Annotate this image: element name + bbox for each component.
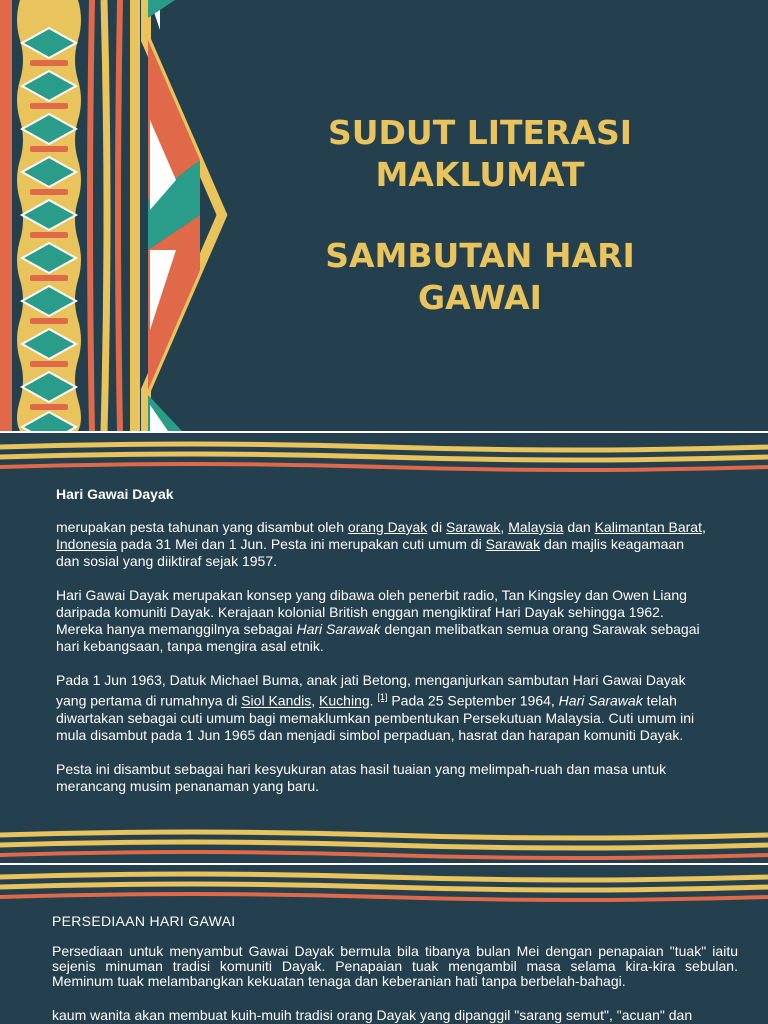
- content-slide-2: [0, 865, 768, 1024]
- text: di: [427, 519, 446, 535]
- paragraph-3: [56, 672, 706, 744]
- text: dengan melibatkan semua orang Sarawak sebagai hari kebangsaan, tanpa mengira asal etnik.: [56, 621, 700, 654]
- title-line-2: MAKLUMAT: [375, 155, 585, 194]
- text: .: [369, 692, 378, 709]
- link-sarawak-2[interactable]: Sarawak: [485, 536, 541, 552]
- top-wavy-stripes-2: [0, 869, 768, 909]
- text: ,: [702, 519, 706, 535]
- italic-text: Hari Sarawak: [296, 621, 381, 637]
- section2-paragraph-1: Persediaan untuk menyambut Gawai Dayak bermula bila tibanya bulan Mei dengan penapaian "tuak" iaitu sejenis minuman tradisi komuniti Dayak. Penapaian tuak mengambil masa selama kira-kira sebulan. Meminum tuak melambangkan kekuatan tenaga dan keberanian hati tanpa berbelah-bahagi.: [52, 943, 738, 989]
- text: ,: [311, 692, 320, 709]
- paragraph-2: [56, 587, 706, 655]
- title-slide: [0, 0, 768, 431]
- title-line-3: SAMBUTAN HARI: [325, 236, 635, 275]
- text: telah diwartakan sebagai cuti umum bagi memaklumkan pembentukan Persekutuan Malaysia. Cuti umum ini mula disambut pada 1 Jun 1965 dan menjadi simbol perpaduan, hasrat dan harapan komuniti Dayak.: [56, 692, 695, 743]
- link-siol-kandis[interactable]: Siol Kandis: [241, 692, 312, 709]
- link-kuching[interactable]: Kuching: [319, 692, 370, 709]
- section-body: [56, 519, 706, 812]
- slide-title-line-1-2: [300, 112, 660, 196]
- title-line-1: SUDUT LITERASI: [327, 113, 633, 152]
- slide-title-line-3-4: [300, 235, 660, 319]
- link-sarawak[interactable]: Sarawak: [445, 519, 501, 535]
- text: Hari Gawai Dayak merupakan konsep yang dibawa oleh penerbit radio, Tan Kingsley dan Owen Liang daripada komuniti Dayak. Kerajaan kolonial British enggan mengiktiraf Hari Dayak sehingga 1962. Mereka hanya memanggilnya sebagai: [56, 587, 687, 637]
- text: pada 31 Mei dan 1 Jun. Pesta ini merupakan cuti umum di: [116, 536, 486, 552]
- text: merupakan pesta tahunan yang disambut oleh: [56, 519, 348, 535]
- top-wavy-stripes: [0, 439, 768, 479]
- paragraph-1: [56, 519, 706, 570]
- text: Pada 1 Jun 1963, Datuk Michael Buma, anak jati Betong, menganjurkan sambutan Hari Gawai Dayak yang pertama di rumahnya di: [56, 672, 686, 709]
- link-malaysia[interactable]: Malaysia: [508, 519, 564, 535]
- content-slide-1: [0, 433, 768, 863]
- footnote-link[interactable]: [1]: [377, 692, 388, 702]
- paragraph-4: Pesta ini disambut sebagai hari kesyukuran atas hasil tuaian yang melimpah-ruah dan masa untuk merancang musim penanaman yang baru.: [56, 760, 667, 794]
- bottom-wavy-stripes: [0, 827, 768, 863]
- text: dan majlis keagamaan dan sosial yang diiktiraf sejak 1957.: [56, 536, 685, 569]
- italic-text: Hari Sarawak: [558, 692, 643, 709]
- section-heading: Hari Gawai Dayak: [56, 486, 174, 502]
- link-kalimantan-barat[interactable]: Kalimantan Barat: [594, 519, 702, 535]
- link-orang-dayak[interactable]: orang Dayak: [347, 519, 428, 535]
- text: Pada 25 September 1964,: [387, 692, 559, 709]
- section2-paragraph-2: kaum wanita akan membuat kuih-muih tradisi orang Dayak yang dipanggil "sarang semut", "acuan" dan: [52, 1007, 693, 1023]
- link-indonesia[interactable]: Indonesia: [56, 536, 117, 552]
- title-line-4: GAWAI: [418, 278, 542, 317]
- text: dan: [563, 519, 595, 535]
- section-heading-2: PERSEDIAAN HARI GAWAI: [52, 913, 236, 929]
- dayak-border-pattern: [0, 0, 240, 431]
- text: ,: [500, 519, 509, 535]
